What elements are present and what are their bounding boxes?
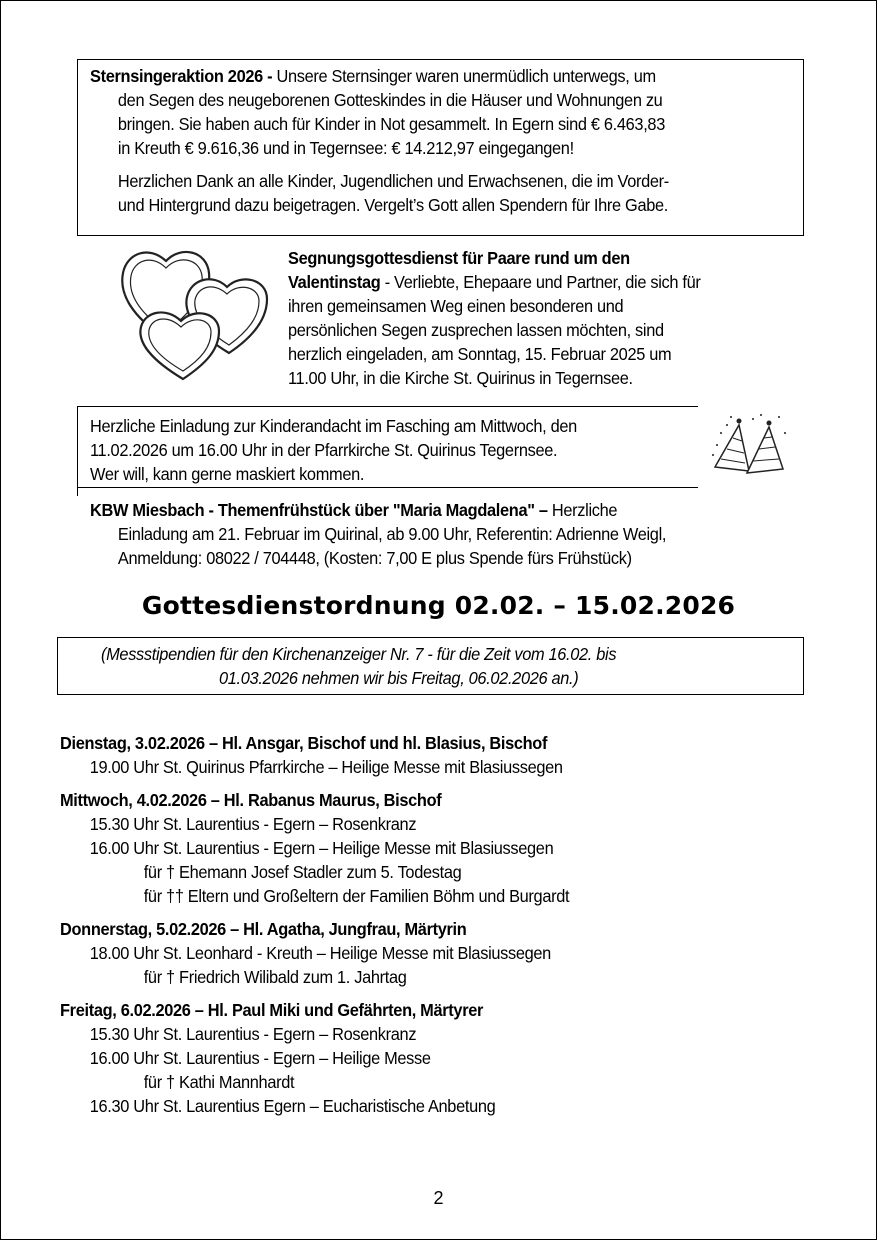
day-heading: Freitag, 6.02.2026 – Hl. Paul Miki und Gefährten, Märtyrer <box>60 1000 484 1020</box>
day-heading: Donnerstag, 5.02.2026 – Hl. Agatha, Jungfrau, Märtyrin <box>60 919 467 939</box>
kinder-text <box>90 414 577 486</box>
kbw-rule <box>77 486 78 496</box>
segnung-title-1: Segnungsgottesdienst für Paare rund um den <box>288 248 630 268</box>
kbw-title: KBW Miesbach - Themenfrühstück über "Maria Magdalena" – <box>90 500 548 520</box>
intention-line: für † Friedrich Wilibald zum 1. Jahrtag <box>143 967 407 987</box>
kbw-text <box>90 498 666 570</box>
segnung-line-3: persönlichen Segen zusprechen lassen möchten, sind <box>288 320 664 340</box>
day-heading: Dienstag, 3.02.2026 – Hl. Ansgar, Bischof und hl. Blasius, Bischof <box>60 733 548 753</box>
segnung-line-2: ihren gemeinsamen Weg einen besonderen und <box>288 296 624 316</box>
segnung-line-5: 11.00 Uhr, in die Kirche St. Quirinus in Tegernsee. <box>288 368 633 388</box>
sternsinger-line-2: den Segen des neugeborenen Gotteskindes in die Häuser und Wohnungen zu <box>117 90 663 110</box>
segnung-line-1: - Verliebte, Ehepaare und Partner, die sich für <box>380 272 701 292</box>
sternsinger-line-3: bringen. Sie haben auch für Kinder in Not gesammelt. In Egern sind € 6.463,83 <box>117 114 665 134</box>
sternsinger-line-4: in Kreuth € 9.616,36 und in Tegernsee: € 14.212,97 eingegangen! <box>117 138 574 158</box>
day-heading: Mittwoch, 4.02.2026 – Hl. Rabanus Maurus, Bischof <box>60 790 442 810</box>
intention-line: für † Ehemann Josef Stadler zum 5. Todestag <box>143 862 462 882</box>
kinder-line-2: 11.02.2026 um 16.00 Uhr in der Pfarrkirche St. Quirinus Tegernsee. <box>90 440 558 460</box>
segnung-line-4: herzlich eingeladen, am Sonntag, 15. Februar 2025 um <box>288 344 672 364</box>
service-line: 19.00 Uhr St. Quirinus Pfarrkirche – Heilige Messe mit Blasiussegen <box>89 757 563 777</box>
service-line: 15.30 Uhr St. Laurentius - Egern – Rosenkranz <box>89 814 417 834</box>
segnung-text <box>288 246 700 390</box>
notice-line-2: 01.03.2026 nehmen wir bis Freitag, 06.02.2026 an.) <box>219 668 579 688</box>
party-hats-icon <box>709 411 789 479</box>
service-line: 15.30 Uhr St. Laurentius - Egern – Rosenkranz <box>89 1024 417 1044</box>
service-line: 16.30 Uhr St. Laurentius Egern – Eucharistische Anbetung <box>89 1096 496 1116</box>
kinder-line-3: Wer will, kann gerne maskiert kommen. <box>90 464 365 484</box>
service-line: 18.00 Uhr St. Leonhard - Kreuth – Heilige Messe mit Blasiussegen <box>89 943 551 963</box>
sternsinger-text <box>90 64 669 217</box>
sternsinger-line-5: Herzlichen Dank an alle Kinder, Jugendlichen und Erwachsenen, die im Vorder- <box>117 171 669 191</box>
intention-line: für †† Eltern und Großeltern der Familien Böhm und Burgardt <box>143 886 570 906</box>
sternsinger-title: Sternsingeraktion 2026 - <box>90 66 273 86</box>
schedule <box>60 731 569 1118</box>
sternsinger-line-6: und Hintergrund dazu beigetragen. Vergelt’s Gott allen Spendern für Ihre Gabe. <box>117 195 668 215</box>
schedule-heading: Gottesdienstordnung 02.02. – 15.02.2026 <box>141 591 736 620</box>
service-line: 16.00 Uhr St. Laurentius - Egern – Heilige Messe mit Blasiussegen <box>89 838 554 858</box>
segnung-title-2: Valentinstag <box>288 272 381 292</box>
kbw-line-1: Herzliche <box>547 500 618 520</box>
notice-line-1: (Messstipendien für den Kirchenanzeiger Nr. 7 - für die Zeit vom 16.02. bis <box>101 644 617 664</box>
intention-line: für † Kathi Mannhardt <box>143 1072 295 1092</box>
kbw-line-2: Einladung am 21. Februar im Quirinal, ab 9.00 Uhr, Referentin: Adrienne Weigl, <box>117 524 667 544</box>
page-number: 2 <box>433 1188 444 1208</box>
sternsinger-line-1: Unsere Sternsinger waren unermüdlich unterwegs, um <box>272 66 656 86</box>
kbw-line-3: Anmeldung: 08022 / 704448, (Kosten: 7,00 E plus Spende fürs Frühstück) <box>117 548 632 568</box>
hearts-icon <box>111 241 276 381</box>
service-line: 16.00 Uhr St. Laurentius - Egern – Heilige Messe <box>89 1048 431 1068</box>
kinder-line-1: Herzliche Einladung zur Kinderandacht im Fasching am Mittwoch, den <box>90 416 577 436</box>
